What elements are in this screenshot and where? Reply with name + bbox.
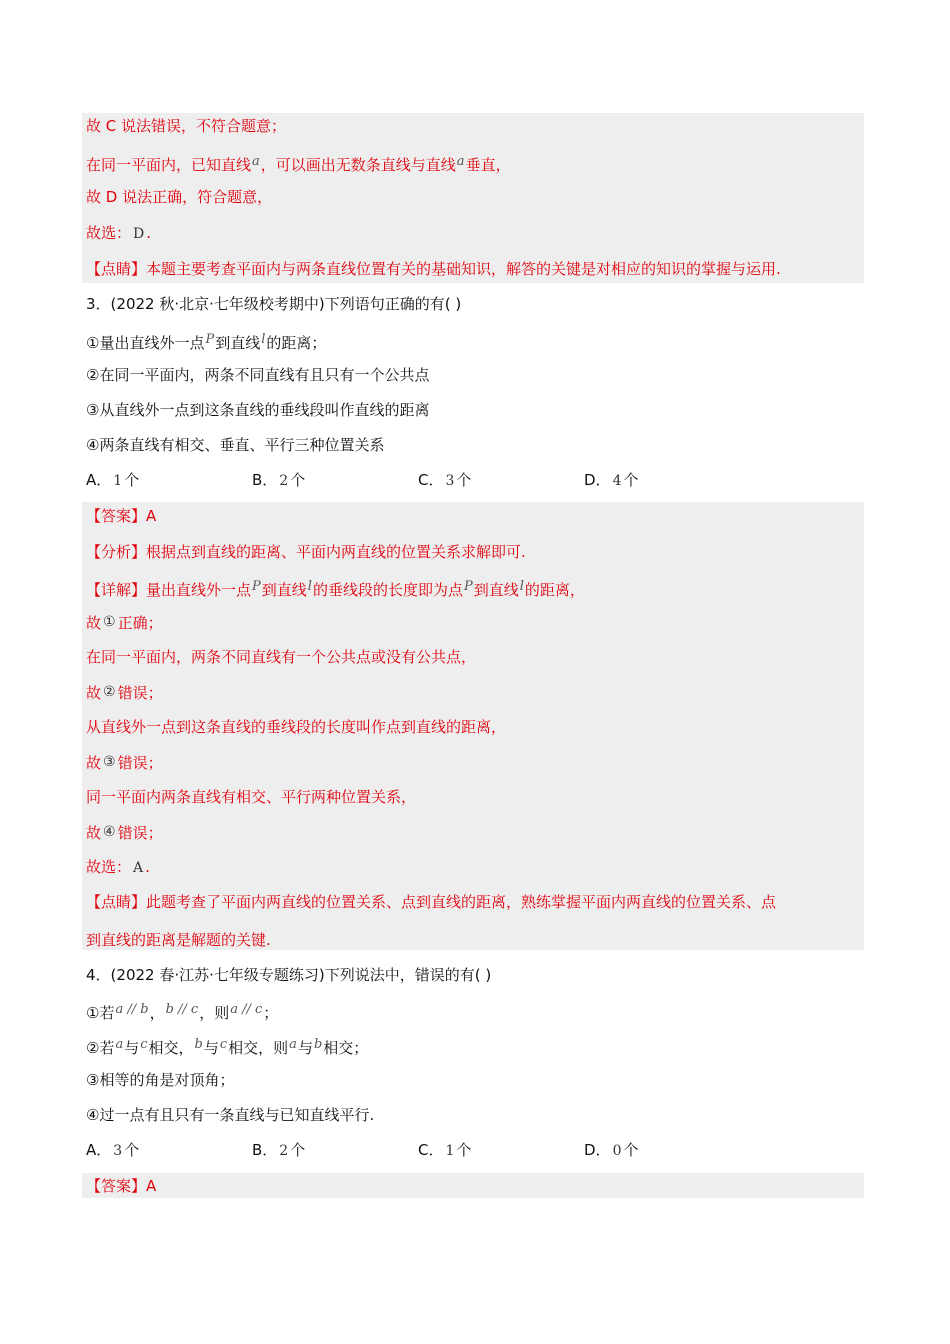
detail-line: 【详解】量出直线外一点P到直线l的垂线段的长度即为点P到直线l的距离， [86,579,585,599]
analysis-line: 【分析】根据点到直线的距离、平面内两直线的位置关系求解即可. [86,543,526,561]
detail-line: 故 ③ 错误； [86,754,163,772]
statement-item: ④过一点有且只有一条直线与已知直线平行. [86,1106,375,1124]
statement-item: ③从直线外一点到这条直线的垂线段叫作直线的距离 [86,401,430,419]
detail-line: 从直线外一点到这条直线的垂线段的长度叫作点到直线的距离， [86,718,507,736]
note-line: 到直线的距离是解题的关键. [86,931,271,949]
option-b: B． 2 个 [252,1141,306,1159]
solution-line: 故 D 说法正确，符合题意， [86,188,273,206]
detail-line: 故 ① 正确； [86,614,163,632]
solution-line: 在同一平面内，已知直线a，可以画出无数条直线与直线a垂直， [86,154,511,174]
detail-line: 故 ④ 错误； [86,824,163,842]
option-d: D． 0 个 [584,1141,639,1159]
solution-line: 故 C 说法错误，不符合题意； [86,117,287,135]
selection-line: 故选： D . [86,224,152,242]
answer-line: 【答案】A [86,507,157,525]
option-c: C． 3 个 [418,471,472,489]
statement-item: ①量出直线外一点P到直线l的距离； [86,332,327,352]
statement-item: ③相等的角是对顶角； [86,1071,235,1089]
question-title: 3．(2022 秋·北京·七年级校考期中)下列语句正确的有( ) [86,295,462,313]
note-line: 【点睛】本题主要考查平面内与两条直线位置有关的基础知识，解答的关键是对相应的知识的掌握与运用. [86,260,781,278]
detail-line: 在同一平面内，两条不同直线有一个公共点或没有公共点， [86,648,477,666]
statement-item: ②在同一平面内，两条不同直线有且只有一个公共点 [86,366,430,384]
question-title: 4．(2022 春·江苏·七年级专题练习)下列说法中，错误的有( ) [86,966,492,984]
selection-line: 故选： A . [86,858,150,876]
answer-line: 【答案】A [86,1177,157,1195]
statement-item: ①若a // b，b // c，则a // c； [86,1002,279,1022]
detail-line: 故 ② 错误； [86,684,163,702]
option-a: A． 1 个 [86,471,140,489]
option-a: A． 3 个 [86,1141,140,1159]
option-d: D． 4 个 [584,471,639,489]
statement-item: ②若a与c相交，b与c相交，则a与b相交； [86,1037,369,1057]
statement-item: ④两条直线有相交、垂直、平行三种位置关系 [86,436,385,454]
option-c: C． 1 个 [418,1141,472,1159]
note-line: 【点睛】此题考查了平面内两直线的位置关系、点到直线的距离，熟练掌握平面内两直线的位置关系、点 [86,893,777,911]
solution-background [82,1173,864,1198]
option-b: B． 2 个 [252,471,306,489]
detail-line: 同一平面内两条直线有相交、平行两种位置关系， [86,788,417,806]
